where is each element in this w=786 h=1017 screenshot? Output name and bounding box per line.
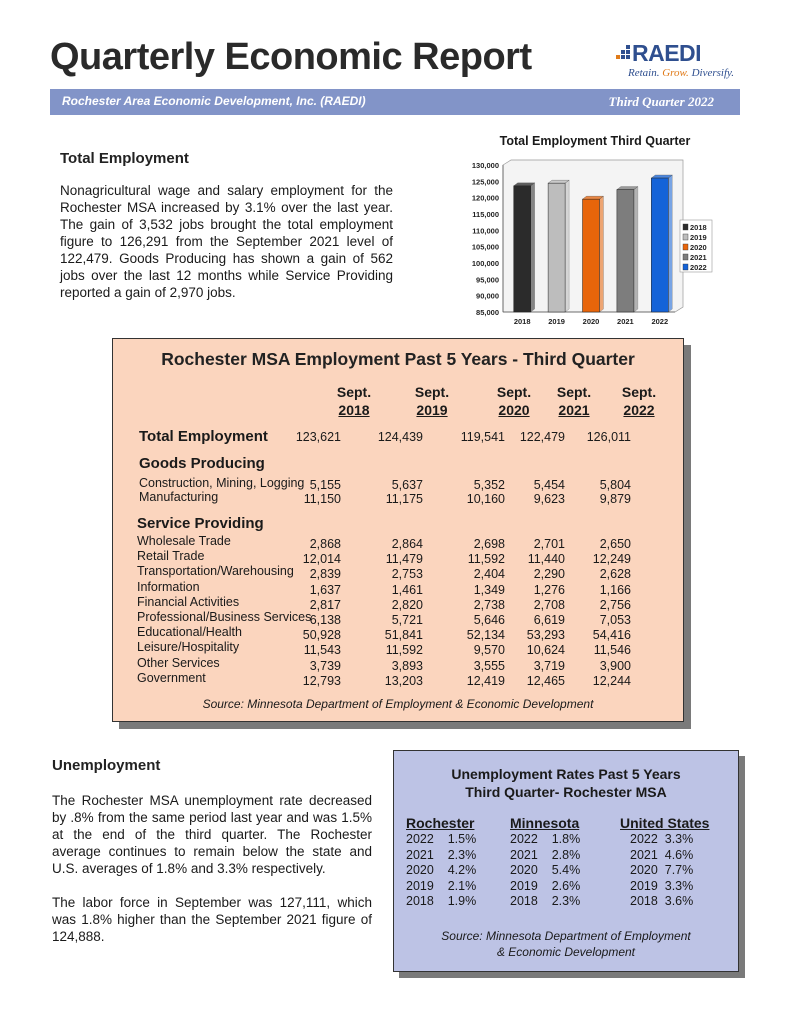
service-row-5-value-2019: 5,721 — [391, 613, 423, 627]
rates-cell: 2019 3.3% — [630, 878, 694, 893]
service-row-4-value-2020: 2,738 — [473, 597, 505, 612]
y-tick-label: 90,000 — [476, 291, 499, 301]
goods-row-1-value-2019: 11,175 — [385, 492, 423, 506]
goods-row-0-value-2020: 5,352 — [473, 478, 505, 492]
service-row-7-value-2020: 9,570 — [473, 643, 505, 658]
total-employment-heading: Total Employment — [60, 150, 189, 167]
service-row-9-value-2019: 13,203 — [384, 673, 423, 688]
header-banner — [50, 89, 740, 115]
rates-cell: 2020 5.4% — [510, 863, 581, 877]
goods-row-0-value-2021: 5,454 — [533, 478, 565, 492]
rates-source: Source: Minnesota Department of Employment & Economic Development — [441, 929, 691, 959]
unemployment-heading: Unemployment — [52, 757, 161, 774]
employment-table-box — [112, 338, 684, 722]
service-row-1-value-2020: 11,592 — [467, 552, 505, 567]
y-tick-label: 115,000 — [472, 210, 499, 219]
rates-column-header: Minnesota — [510, 815, 580, 831]
service-row-2-value-2022: 2,628 — [599, 567, 631, 582]
logo-mark-icon — [616, 45, 632, 63]
service-row-3-value-2019: 1,461 — [391, 582, 423, 597]
rates-title: Unemployment Rates Past 5 Years Third Quarter- Rochester MSA — [451, 766, 681, 800]
rates-column-header: Rochester — [406, 815, 475, 831]
service-row-6-value-2019: 51,841 — [384, 628, 423, 643]
legend-label-2021: 2021 — [690, 253, 707, 262]
service-row-0-value-2018: 2,868 — [309, 537, 341, 551]
organization-name: Rochester Area Economic Development, Inc. (RAEDI) — [62, 94, 366, 108]
bar-side-2018 — [531, 183, 535, 312]
service-row-label: Other Services — [137, 655, 220, 670]
service-row-label: Transportation/Warehousing — [137, 564, 294, 579]
service-row-label: Educational/Health — [137, 625, 242, 640]
unemployment-text-2: The labor force in September was 127,111, which was 1.8% higher than the September 2021 figure of 124,888. — [52, 895, 372, 944]
service-row-0-value-2019: 2,864 — [391, 537, 423, 551]
service-row-9-value-2022: 12,244 — [592, 673, 631, 688]
bar-side-2020 — [600, 196, 604, 312]
legend-label-2019: 2019 — [690, 233, 707, 242]
unemployment-text-1: The Rochester MSA unemployment rate decreased by .8% from the same period last year and was 1.5% at the end of the third quarter. The Rochester average continues to remain below the state and U.S. averages of 1.8% and 3.3% respectively. — [52, 793, 372, 876]
goods-row-0-value-2018: 5,155 — [309, 478, 341, 492]
service-row-3-value-2018: 1,637 — [309, 582, 341, 597]
service-row-1-value-2022: 12,249 — [592, 552, 631, 567]
service-row-4-value-2021: 2,708 — [533, 597, 565, 612]
y-tick-label: 100,000 — [471, 259, 499, 268]
y-tick-label: 85,000 — [476, 308, 499, 317]
bar-2022 — [651, 178, 668, 312]
logo-wordmark: RAEDI — [632, 40, 702, 66]
legend-label-2018: 2018 — [690, 223, 707, 232]
x-tick-label: 2019 — [548, 317, 565, 326]
y-tick-label: 130,000 — [471, 161, 499, 170]
service-row-5-value-2020: 5,646 — [473, 613, 505, 627]
service-row-8-value-2019: 3,893 — [391, 658, 423, 673]
total-employment-value-2018: 123,621 — [295, 430, 341, 444]
service-row-8-value-2020: 3,555 — [473, 658, 505, 673]
service-row-4-value-2022: 2,756 — [599, 597, 631, 612]
legend-swatch-2021 — [683, 254, 688, 260]
service-row-2-value-2020: 2,404 — [473, 567, 505, 582]
service-row-1-value-2018: 12,014 — [302, 552, 341, 567]
total-employment-label: Total Employment — [139, 428, 268, 445]
bar-side-2022 — [668, 175, 672, 312]
rates-cell: 2021 2.3% — [406, 847, 477, 862]
x-tick-label: 2022 — [651, 317, 669, 326]
bar-side-2019 — [565, 180, 569, 312]
quarter-label: Third Quarter 2022 — [608, 94, 714, 109]
y-tick-label: 105,000 — [471, 242, 499, 252]
x-tick-label: 2021 — [617, 317, 634, 326]
rates-cell: 2020 7.7% — [630, 863, 694, 877]
legend-label-2022: 2022 — [690, 263, 707, 272]
service-row-label: Retail Trade — [137, 549, 205, 564]
service-row-label: Government — [137, 670, 206, 685]
y-tick-label: 125,000 — [471, 177, 499, 187]
rates-cell: 2019 2.6% — [510, 878, 581, 893]
goods-row-label: Construction, Mining, Logging — [139, 476, 305, 490]
service-row-2-value-2019: 2,753 — [391, 567, 423, 582]
rates-column-header: United States — [620, 815, 710, 831]
rates-cell: 2018 1.9% — [406, 894, 477, 908]
unemployment-rates-box — [393, 750, 739, 972]
table-title: Rochester MSA Employment Past 5 Years - Third Quarter — [161, 349, 635, 369]
rates-cell: 2022 1.5% — [406, 832, 477, 846]
service-row-0-value-2021: 2,701 — [533, 537, 565, 551]
rates-cell: 2021 4.6% — [630, 847, 694, 862]
service-row-6-value-2020: 52,134 — [466, 628, 505, 643]
goods-row-1-value-2022: 9,879 — [599, 492, 631, 506]
service-row-7-value-2018: 11,543 — [303, 643, 341, 658]
service-row-label: Professional/Business Services — [137, 610, 312, 624]
service-row-8-value-2021: 3,719 — [533, 658, 565, 673]
service-row-0-value-2020: 2,698 — [473, 537, 505, 551]
bar-2020 — [583, 199, 600, 312]
service-row-3-value-2022: 1,166 — [599, 582, 631, 597]
report-title: Quarterly Economic Report — [50, 36, 532, 78]
rates-cell: 2020 4.2% — [406, 863, 477, 877]
service-row-7-value-2019: 11,592 — [385, 643, 423, 658]
rates-cell: 2019 2.1% — [406, 878, 477, 893]
logo-tagline: Retain. Grow. Diversify. — [628, 67, 735, 79]
service-row-5-value-2021: 6,619 — [533, 613, 565, 627]
rates-cell: 2021 2.8% — [510, 847, 581, 862]
legend-swatch-2018 — [683, 224, 688, 230]
service-row-5-value-2022: 7,053 — [599, 613, 631, 627]
raedi-logo — [612, 40, 742, 86]
service-row-6-value-2021: 53,293 — [526, 628, 565, 643]
service-row-8-value-2022: 3,900 — [599, 658, 631, 673]
service-row-1-value-2019: 11,479 — [385, 552, 423, 567]
rates-cell: 2018 2.3% — [510, 894, 581, 908]
x-tick-label: 2020 — [582, 317, 600, 326]
goods-producing-heading: Goods Producing — [139, 455, 265, 472]
service-row-label: Wholesale Trade — [137, 534, 231, 548]
column-header-2018: Sept. 2018 — [336, 384, 372, 418]
service-providing-heading: Service Providing — [137, 515, 264, 532]
service-row-7-value-2021: 10,624 — [526, 643, 565, 658]
service-row-3-value-2020: 1,349 — [473, 582, 505, 597]
service-row-6-value-2018: 50,928 — [302, 628, 341, 643]
y-tick-label: 110,000 — [472, 226, 499, 236]
service-row-3-value-2021: 1,276 — [533, 582, 565, 597]
column-header-2021: Sept. 2021 — [556, 384, 592, 418]
rates-cell: 2022 3.3% — [630, 832, 694, 846]
legend-label-2020: 2020 — [690, 243, 707, 252]
service-row-4-value-2018: 2,817 — [309, 597, 341, 612]
total-employment-value-2019: 124,439 — [377, 430, 423, 444]
legend-swatch-2020 — [683, 244, 688, 250]
goods-row-label: Manufacturing — [139, 490, 219, 504]
service-row-6-value-2022: 54,416 — [592, 628, 631, 643]
service-row-9-value-2020: 12,419 — [466, 673, 505, 688]
service-row-9-value-2018: 12,793 — [302, 673, 341, 688]
legend-swatch-2022 — [683, 264, 688, 270]
total-employment-value-2021: 122,479 — [519, 430, 565, 444]
service-row-5-value-2018: 6,138 — [309, 613, 341, 627]
service-row-label: Information — [137, 579, 200, 594]
bar-2018 — [514, 186, 531, 312]
x-tick-label: 2018 — [513, 317, 531, 326]
service-row-2-value-2018: 2,839 — [309, 567, 341, 582]
goods-row-0-value-2019: 5,637 — [391, 478, 423, 492]
bar-2019 — [548, 183, 565, 312]
goods-row-0-value-2022: 5,804 — [599, 478, 631, 492]
rates-cell: 2022 1.8% — [510, 832, 581, 846]
service-row-2-value-2021: 2,290 — [533, 567, 565, 582]
service-row-8-value-2018: 3,739 — [309, 658, 341, 673]
bar-2021 — [617, 190, 634, 312]
service-row-9-value-2021: 12,465 — [526, 673, 565, 688]
legend-swatch-2019 — [683, 234, 688, 240]
total-employment-value-2022: 126,011 — [586, 430, 631, 444]
employment-bar-chart — [455, 155, 715, 330]
bar-side-2021 — [634, 187, 638, 312]
service-row-7-value-2022: 11,546 — [593, 643, 631, 658]
total-employment-value-2020: 119,541 — [460, 430, 505, 444]
y-tick-label: 120,000 — [471, 193, 499, 203]
service-row-label: Financial Activities — [137, 594, 240, 609]
table-source: Source: Minnesota Department of Employment & Economic Development — [202, 697, 594, 711]
goods-row-1-value-2021: 9,623 — [533, 492, 565, 506]
chart-title: Total Employment Third Quarter — [499, 134, 691, 148]
service-row-label: Leisure/Hospitality — [137, 640, 240, 655]
total-employment-text: Nonagricultural wage and salary employment for the Rochester MSA increased by 3.1% over the last year. The gain of 3,532 jobs brought the total employment figure to 126,291 from the September 2021 level of 122,479. Goods Producing has shown a gain of 562 jobs over the last 12 months while Service Providing reported a gain of 2,970 jobs. — [60, 183, 393, 300]
service-row-1-value-2021: 11,440 — [527, 552, 565, 567]
rates-cell: 2018 3.6% — [630, 894, 694, 908]
column-header-2022: Sept. 2022 — [621, 384, 657, 418]
service-row-0-value-2022: 2,650 — [599, 537, 631, 551]
goods-row-1-value-2020: 10,160 — [466, 492, 505, 506]
y-tick-label: 95,000 — [476, 275, 499, 285]
column-header-2020: Sept. 2020 — [496, 384, 532, 418]
service-row-4-value-2019: 2,820 — [391, 597, 423, 612]
column-header-2019: Sept. 2019 — [414, 384, 450, 418]
goods-row-1-value-2018: 11,150 — [303, 492, 341, 506]
